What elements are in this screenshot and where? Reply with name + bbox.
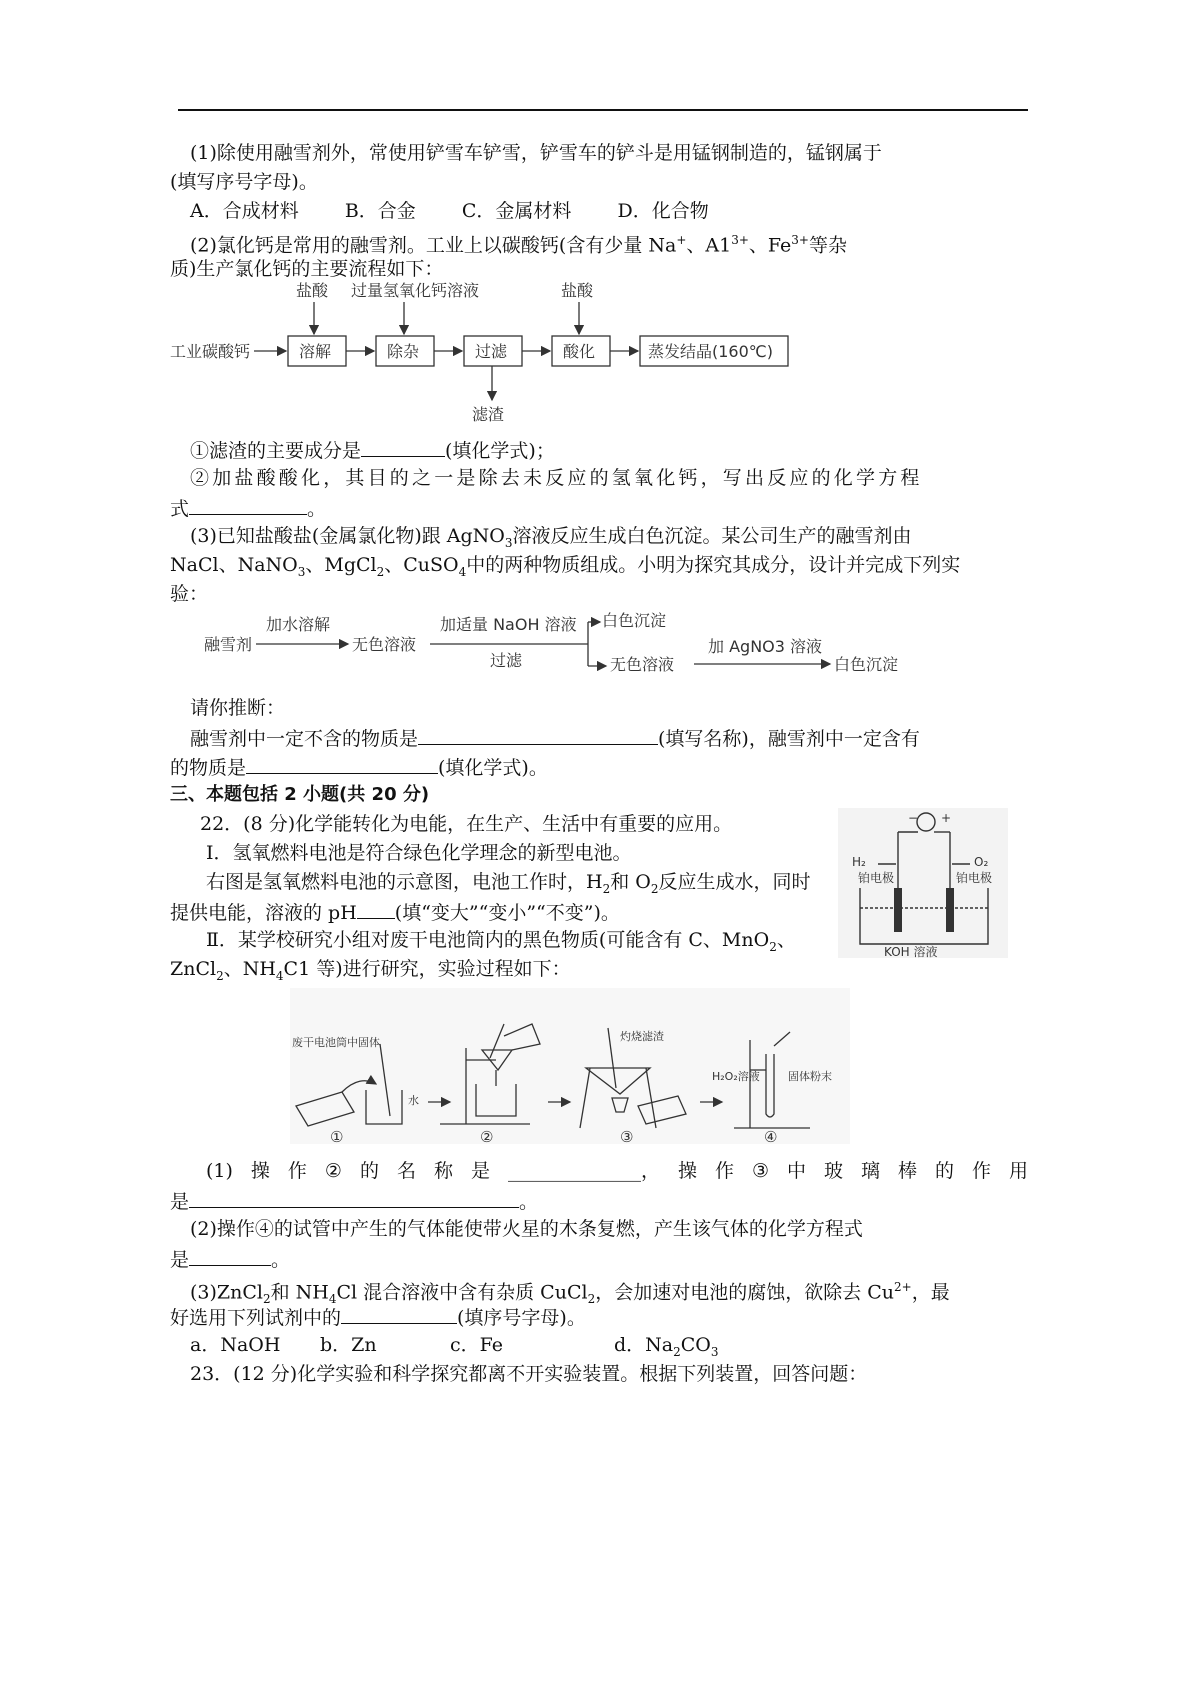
q21-sub2-line1: ②加盐酸酸化，其目的之一是除去未反应的氢氧化钙，写出反应的化学方程 [190, 467, 923, 489]
q22-q1-line1 [206, 1158, 1028, 1184]
q21-p1-line2: (填写序号字母)。 [170, 171, 318, 193]
q1-word: 玻 [823, 1160, 843, 1182]
q22-ii-line1: Ⅱ．某学校研究小组对废干电池筒内的黑色物质(可能含有 C、MnO$_2$、 [206, 929, 796, 954]
flow2-step2-bottom: 过滤 [490, 651, 523, 670]
q21-p2-line1: (2)氯化钙是常用的融雪剂。工业上以碳酸钙(含有少量 Na+、$A1^{3+}$、$Fe^{3+}$等杂 [190, 233, 848, 257]
flow1-box5: 蒸发结晶(160℃) [648, 342, 773, 361]
section-heading: 三、本题包括 2 小题(共 20 分) [170, 784, 430, 805]
q1-word: ② [324, 1160, 342, 1182]
option-c: C．金属材料 [461, 200, 572, 222]
q22-q3-line1: (3)ZnCl$_2$和 $NH_4Cl$ 混合溶液中含有杂质 CuCl$_2$，会加速对电池的腐蚀，欲除去 $Cu^{2+}$，最 [190, 1280, 950, 1307]
exp-burn: 灼烧滤渣 [620, 1030, 664, 1043]
q21-sub1: ①滤渣的主要成分是 (填化学式)； [190, 436, 555, 464]
experiment-diagram [290, 988, 850, 1144]
exp-water: 水 [408, 1094, 419, 1107]
q22-ii-line2: ZnCl$_2$、$NH_4C1$ 等)进行研究，实验过程如下： [170, 958, 571, 983]
flow1-box3: 过滤 [475, 342, 508, 361]
q1-word: 是 [470, 1160, 490, 1182]
flow2-end: 白色沉淀 [834, 655, 899, 674]
q22-i-title: I．氢氧燃料电池是符合绿色化学理念的新型电池。 [206, 842, 632, 864]
q21-sub2-line2: 式 。 [170, 494, 326, 522]
q1-word: ③ [751, 1160, 769, 1182]
answer-blank[interactable] [246, 753, 438, 774]
q1-word: 作 [287, 1160, 307, 1182]
battery-plus: + [941, 811, 952, 825]
battery-h2: H₂ [852, 855, 866, 869]
exp-step1: ① [330, 1128, 344, 1144]
q21-infer-line2: 的物质是 (填化学式)。 [170, 753, 548, 781]
answer-blank[interactable] [357, 898, 395, 919]
flow2-mid: 无色溶液 [352, 635, 417, 654]
q1-word: 作 [971, 1160, 991, 1182]
battery-solution: KOH 溶液 [884, 945, 938, 958]
q22-i-line2: 提供电能，溶液的 pH (填“变大”“变小”“不变”)。 [170, 898, 620, 926]
answer-blank[interactable] [189, 1245, 271, 1266]
q22-q2-line2: 是 。 [170, 1245, 290, 1273]
answer-blank[interactable] [189, 1187, 519, 1208]
choice-a: a．NaOH [190, 1334, 281, 1356]
choice-d: d．$Na_2CO_3$ [614, 1334, 719, 1359]
q22-q3-line2: 好选用下列试剂中的 (填序号字母)。 [170, 1303, 586, 1331]
flow2-step2-top: 加适量 NaOH 溶液 [440, 615, 577, 634]
flow1-box2: 除杂 [387, 342, 420, 361]
flow1-output3: 滤渣 [472, 405, 505, 424]
fuel-cell-diagram [838, 808, 1008, 958]
option-a: A．合成材料 [190, 200, 299, 222]
q21-p3-line1: (3)已知盐酸盐(金属氯化物)跟 AgNO$_3$溶液反应生成白色沉淀。某公司生产的融雪剂由 [190, 525, 912, 550]
answer-blank[interactable] [341, 1303, 457, 1324]
q21-options [190, 198, 709, 224]
battery-o2: O₂ [974, 855, 989, 869]
q1-word: 棒 [897, 1160, 917, 1182]
flow1-start: 工业碳酸钙 [170, 342, 251, 361]
q1-word: 璃 [860, 1160, 880, 1182]
flow2-step3: 加 AgNO3 溶液 [708, 637, 823, 656]
choice-b: b．Zn [320, 1334, 377, 1356]
answer-blank[interactable] [189, 494, 307, 515]
q1-word: ______________， [507, 1160, 660, 1182]
answer-blank[interactable] [361, 436, 445, 457]
q23-title: 23．(12 分)化学实验和科学探究都离不开实验装置。根据下列装置，回答问题： [190, 1363, 868, 1385]
q22-title: 22．(8 分)化学能转化为电能，在生产、生活中有重要的应用。 [200, 813, 733, 835]
flow1-input2: 过量氢氧化钙溶液 [351, 281, 480, 300]
exp-solid-label: 废干电池筒中固体 [292, 1036, 380, 1049]
q21-p1-line1: (1)除使用融雪剂外，常使用铲雪车铲雪，铲雪车的铲斗是用锰钢制造的，锰钢属于 [190, 142, 882, 164]
q21-p3-line3: 验： [170, 583, 209, 605]
flow2-start: 融雪剂 [204, 635, 253, 654]
flow1-input1: 盐酸 [296, 281, 329, 300]
q21-infer: 请你推断： [190, 697, 286, 719]
exp-step3: ③ [620, 1128, 634, 1144]
process-flow-diagram [168, 278, 808, 428]
exp-powder: 固体粉末 [788, 1070, 832, 1083]
flow1-box4: 酸化 [563, 342, 596, 361]
q22-i-line1: 右图是氢氧燃料电池的示意图，电池工作时，$H_2$和 $O_2$反应生成水，同时 [206, 871, 811, 896]
q1-word: (1) [206, 1160, 233, 1182]
exp-step2: ② [480, 1128, 494, 1144]
answer-blank[interactable] [418, 724, 658, 745]
q21-infer-line1: 融雪剂中一定不含的物质是 (填写名称)，融雪剂中一定含有 [190, 724, 920, 752]
choice-c: c．Fe [450, 1334, 504, 1356]
flow2-step1: 加水溶解 [266, 615, 331, 634]
experiment-flow-diagram [200, 608, 920, 688]
flow2-down: 无色溶液 [610, 655, 675, 674]
q1-word: 操 [250, 1160, 270, 1182]
q1-word: 操 [677, 1160, 697, 1182]
q1-word: 的 [359, 1160, 379, 1182]
q21-p2-line2: 质)生产氯化钙的主要流程如下： [170, 258, 444, 280]
q1-word: 中 [786, 1160, 806, 1182]
flow2-up: 白色沉淀 [602, 611, 667, 630]
q22-q1-line2: 是 。 [170, 1187, 538, 1215]
flow1-input4: 盐酸 [561, 281, 594, 300]
q22-choices [190, 1332, 719, 1365]
q1-word: 的 [934, 1160, 954, 1182]
battery-minus: − [908, 811, 919, 825]
flow1-box1: 溶解 [299, 342, 332, 361]
q21-p3-line2: NaCl、NaNO$_3$、MgCl$_2$、CuSO$_4$中的两种物质组成。小明为探究其成分，设计并完成下列实 [170, 554, 961, 579]
option-b: B．合金 [344, 200, 416, 222]
exp-step4: ④ [764, 1128, 778, 1144]
q22-q2-line1: (2)操作④的试管中产生的气体能使带火星的木条复燃，产生该气体的化学方程式 [190, 1218, 863, 1240]
q1-word: 称 [433, 1160, 453, 1182]
q1-word: 名 [396, 1160, 416, 1182]
battery-electrode-left: 铂电极 [858, 871, 895, 885]
battery-electrode-right: 铂电极 [956, 871, 993, 885]
exp-h2o2: H₂O₂溶液 [712, 1070, 760, 1083]
option-d: D．化合物 [617, 200, 709, 222]
q1-word: 作 [714, 1160, 734, 1182]
header-rule [178, 109, 1028, 111]
q1-word: 用 [1008, 1160, 1028, 1182]
